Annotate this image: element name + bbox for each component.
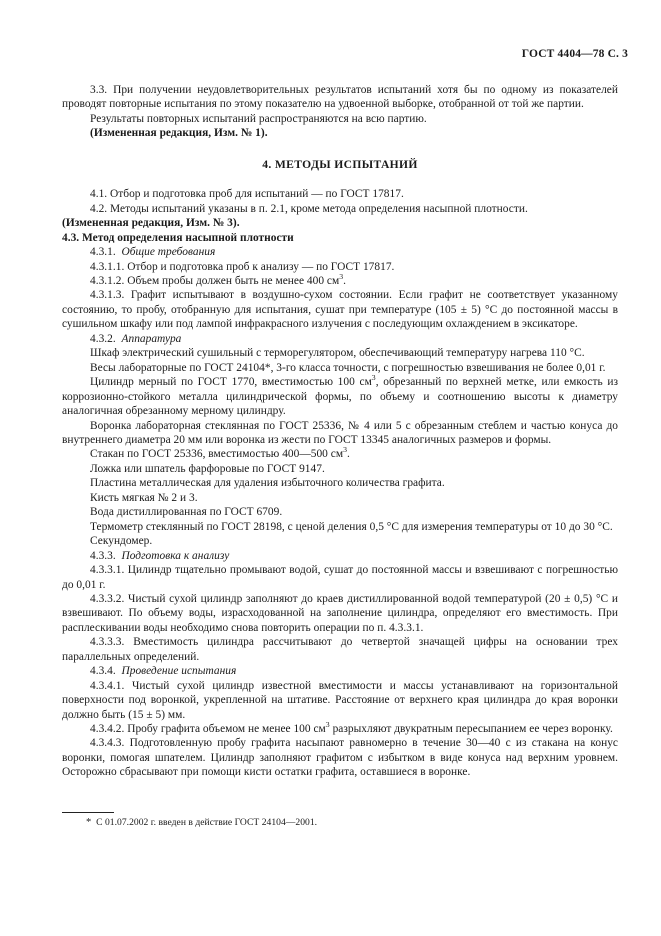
apparatus-laboratory-balance: Весы лабораторные по ГОСТ 24104*, 3-го класса точности, с погрешностью взвешивания не более 0,01 г. — [90, 361, 606, 374]
clause-4-3-2-heading — [62, 332, 618, 346]
superscript-cubic: 3 — [325, 720, 330, 730]
clause-4-3-3-2: 4.3.3.2. Чистый сухой цилиндр заполняют до краев дистиллированной водой температурой (20 ± 0,5) °С и взвешивают. По объему воды, израсходованной на заполнение цилиндра, определяют его вместимость. При расплескивании воды необходимо снова повторить операции по п. 4.3.3.1. — [62, 592, 618, 634]
clause-4-3-2-number: 4.3.2. — [90, 332, 116, 345]
section-4-title: 4. МЕТОДЫ ИСПЫТАНИЙ — [262, 157, 418, 171]
clause-4-3-3-number: 4.3.3. — [90, 549, 116, 562]
clause-4-3-1-title: Общие требования — [121, 246, 216, 259]
clause-4-3-4-heading — [62, 664, 618, 678]
apparatus-measuring-cylinder — [62, 375, 618, 418]
clause-4-3-4-1: 4.3.4.1. Чистый сухой цилиндр известной вместимости и массы устанавливают на горизонтальной поверхности под воронкой, укрепленной на штативе. Расстояние от верхнего края цилиндра до края воронки должно быть (15 ± 5) мм. — [62, 679, 618, 721]
clause-3-3-note: Результаты повторных испытаний распространяются на всю партию. — [90, 112, 427, 125]
clause-4-3-1-heading — [62, 245, 618, 259]
footnote-marker: * — [86, 817, 92, 828]
clause-4-3-1-2-tail: . — [343, 274, 347, 287]
page-header: ГОСТ 4404—78 С. 3 — [521, 48, 628, 60]
clause-4-3-4-2-text: 4.3.4.2. Пробу графита объемом не менее 100 см — [90, 723, 326, 736]
spacer-after-section-title — [62, 172, 618, 187]
clause-4-3-4-2 — [62, 722, 618, 736]
superscript-cubic: 3 — [339, 272, 344, 282]
apparatus-beaker-text: Стакан по ГОСТ 25336, вместимостью 400—500 см — [90, 448, 344, 461]
superscript-cubic: 3 — [371, 373, 376, 383]
clause-4-2: 4.2. Методы испытаний указаны в п. 2.1, кроме метода определения насыпной плотности. — [90, 202, 528, 215]
revision-note-3: (Измененная редакция, Изм. № 3). — [62, 217, 240, 230]
footnote-entry — [62, 817, 618, 829]
revision-note-1: (Измененная редакция, Изм. № 1). — [90, 127, 268, 140]
clause-4-3-1-2-text: 4.3.1.2. Объем пробы должен быть не менее 400 см — [90, 274, 340, 287]
apparatus-metal-plate: Пластина металлическая для удаления избыточного количества графита. — [90, 477, 445, 490]
document-body — [62, 83, 618, 780]
spacer-before-section-title — [62, 141, 618, 158]
apparatus-beaker-tail: . — [346, 448, 350, 461]
clause-4-3-1-number: 4.3.1. — [90, 246, 116, 259]
clause-4-3-4-number: 4.3.4. — [90, 665, 116, 678]
apparatus-distilled-water: Вода дистиллированная по ГОСТ 6709. — [90, 506, 283, 519]
apparatus-stopwatch: Секундомер. — [90, 535, 153, 548]
clause-4-3-2-title: Аппаратура — [121, 332, 182, 345]
clause-4-3-1-1: 4.3.1.1. Отбор и подготовка проб к анализу — по ГОСТ 17817. — [90, 260, 395, 273]
apparatus-beaker — [62, 447, 618, 461]
clause-4-3-3-heading — [62, 549, 618, 563]
apparatus-cylinder-tail: , обрезанный по верхней метке, или емкость из коррозионно-стойкого металла цилиндрической формы, по объему и соотношению высоты к диаметру аналогичная обрезанному мерному цилиндру. — [62, 376, 618, 418]
footnote-area — [62, 812, 618, 829]
superscript-cubic: 3 — [343, 445, 347, 455]
clause-4-3-1-3: 4.3.1.3. Графит испытывают в воздушно-сухом состоянии. Если графит не соответствует указанному состоянию, то пробу, отобранную для испытания, сушат при температуре (105 ± 5) °С до постоянной массы в сушильном шкафу или под лампой инфракрасного излучения с последующим охлаждением в эксикаторе. — [62, 289, 618, 331]
clause-4-3-4-title: Проведение испытания — [121, 665, 237, 678]
clause-4-1: 4.1. Отбор и подготовка проб для испытаний — по ГОСТ 17817. — [90, 188, 404, 201]
clause-4-3-3-title: Подготовка к анализу — [121, 549, 230, 562]
footnote-text: С 01.07.2002 г. введен в действие ГОСТ 24104—2001. — [96, 817, 318, 828]
apparatus-funnel: Воронка лабораторная стеклянная по ГОСТ 25336, № 4 или 5 с обрезанным стеблем и частью конуса до внутреннего диаметра 20 мм или воронка из жести по ГОСТ 13345 аналогичных размеров и формы. — [62, 419, 618, 446]
clause-4-3-heading: 4.3. Метод определения насыпной плотности — [62, 231, 294, 244]
footnote-separator-rule — [62, 812, 114, 813]
apparatus-cylinder-text: Цилиндр мерный по ГОСТ 1770, вместимостью 100 см — [90, 376, 372, 389]
apparatus-soft-brush: Кисть мягкая № 2 и 3. — [90, 491, 198, 504]
clause-4-3-1-2 — [62, 274, 618, 288]
clause-4-3-3-1: 4.3.3.1. Цилиндр тщательно промывают водой, сушат до постоянной массы и взвешивают с погрешностью до 0,01 г. — [62, 564, 618, 591]
clause-4-3-4-3: 4.3.4.3. Подготовленную пробу графита насыпают равномерно в течение 30—40 с из стакана на конус воронки, помогая шпателем. Цилиндр заполняют графитом с избытком в виде конуса над верхним уровнем. Осторожно сбрасывают при помощи кисти остатки графита, оставшиеся в воронке. — [62, 737, 618, 779]
apparatus-thermometer: Термометр стеклянный по ГОСТ 28198, с ценой деления 0,5 °С для измерения температуры от 10 до 30 °С. — [90, 520, 613, 533]
clause-4-3-3-3: 4.3.3.3. Вместимость цилиндра рассчитывают до четвертой значащей цифры на основании трех параллельных определений. — [62, 636, 618, 663]
apparatus-spoon-spatula: Ложка или шпатель фарфоровые по ГОСТ 9147. — [90, 462, 325, 475]
clause-4-3-4-2-tail: разрыхляют двукратным пересыпанием ее через воронку. — [329, 723, 613, 736]
apparatus-drying-oven: Шкаф электрический сушильный с терморегулятором, обеспечивающий температуру нагрева 110 °С. — [90, 347, 585, 360]
clause-3-3: 3.3. При получении неудовлетворительных результатов испытаний хотя бы по одному из показателей проводят повторные испытания по этому показателю на удвоенной выборке, отобранной от той же партии. — [62, 84, 618, 111]
